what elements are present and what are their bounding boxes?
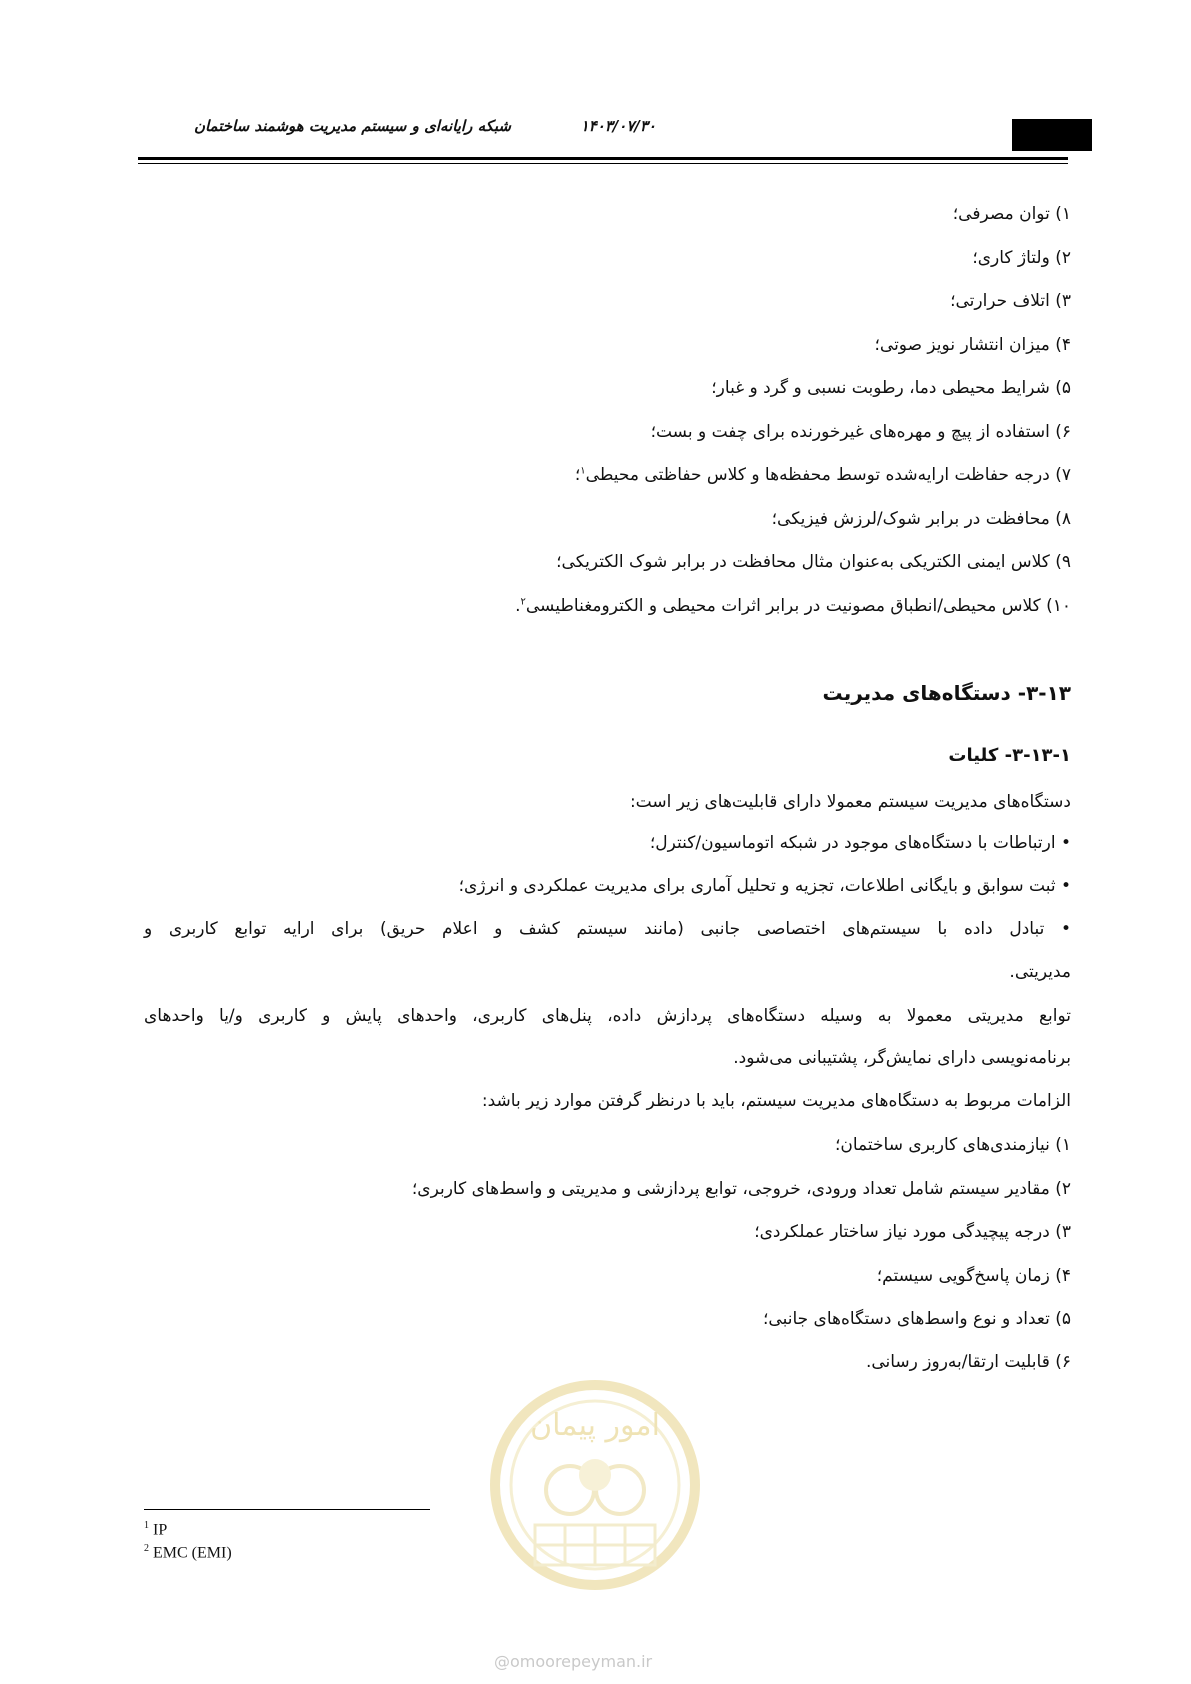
bullet-item: • ثبت سوابق و بایگانی اطلاعات، تجزیه و تحلیل آماری برای مدیریت عملکردی و انرژی؛ [458, 876, 1071, 896]
bullet-item: • تبادل داده با سیستم‌های اختصاصی جانبی (مانند سیستم کشف و اعلام حریق) برای ارایه توابع کاربری و [144, 919, 1071, 939]
footnote-ref: ۲ [520, 596, 526, 608]
list-item-end: . [515, 596, 521, 616]
list-item [515, 596, 1071, 616]
running-header-date: ۱۴۰۳/۰۷/۳۰ [580, 117, 656, 135]
list-item: ۴) میزان انتشار نویز صوتی؛ [874, 335, 1071, 355]
watermark-logo [480, 1325, 710, 1645]
header-rule-thin [138, 163, 1068, 164]
watermark-url [494, 1652, 652, 1671]
list-item: ۳) درجه پیچیدگی مورد نیاز ساختار عملکردی؛ [754, 1222, 1071, 1242]
list-item: ۸) محافظت در برابر شوک/لرزش فیزیکی؛ [771, 509, 1071, 529]
list-item: ۶) استفاده از پیچ و مهره‌های غیرخورنده برای چفت و بست؛ [650, 422, 1071, 442]
watermark-site: omoorepeyman.ir [510, 1652, 653, 1671]
paragraph-line: توابع مدیریتی معمولا به وسیله دستگاه‌های پردازش داده، پنل‌های کاربری، واحدهای پایش و کاربری و/یا واحدهای [144, 1006, 1071, 1026]
list-item: ۵) شرایط محیطی دما، رطوبت نسبی و گرد و غبار؛ [711, 378, 1071, 398]
list-item [575, 465, 1071, 485]
section-heading: ۳-۱۳- دستگاه‌های مدیریت [822, 681, 1071, 705]
list-item-text: ۷) درجه حفاظت ارایه‌شده توسط محفظه‌ها و کلاس حفاظتی محیطی [585, 465, 1071, 485]
at-icon: @ [494, 1652, 510, 1671]
list-item: ۱) توان مصرفی؛ [952, 204, 1071, 224]
bullet-item-continuation: مدیریتی. [1009, 962, 1071, 982]
footnote-number: 1 [144, 1520, 149, 1531]
list-item: ۲) ولتاژ کاری؛ [972, 248, 1071, 268]
list-item-text: ۱۰) کلاس محیطی/انطباق مصونیت در برابر اثرات محیطی و الکترومغناطیسی [525, 596, 1071, 616]
subsection-heading: ۳-۱۳-۱- کلیات [948, 745, 1071, 766]
paragraph: الزامات مربوط به دستگاه‌های مدیریت سیستم، باید با درنظر گرفتن موارد زیر باشد: [481, 1091, 1071, 1111]
list-item: ۶) قابلیت ارتقا/به‌روز رسانی. [865, 1352, 1071, 1372]
page-number-box [1012, 119, 1092, 151]
footnote-ref: ۱ [580, 465, 586, 477]
list-item: ۳) اتلاف حرارتی؛ [950, 291, 1071, 311]
bullet-item: • ارتباطات با دستگاه‌های موجود در شبکه اتوماسیون/کنترل؛ [649, 833, 1071, 853]
paragraph-line: برنامه‌نویسی دارای نمایش‌گر، پشتیبانی می‌شود. [733, 1048, 1071, 1068]
intro-paragraph: دستگاه‌های مدیریت سیستم معمولا دارای قابلیت‌های زیر است: [629, 792, 1071, 812]
footnote-separator [144, 1509, 430, 1510]
footnote-number: 2 [144, 1543, 149, 1554]
footnote [144, 1520, 167, 1539]
list-item-end: ؛ [574, 465, 581, 485]
running-header-title: شبکه رایانه‌ای و سیستم مدیریت هوشمند ساختمان [193, 117, 511, 135]
list-item: ۱) نیازمندی‌های کاربری ساختمان؛ [834, 1135, 1071, 1155]
footnote [144, 1543, 232, 1562]
list-item: ۹) کلاس ایمنی الکتریکی به‌عنوان مثال محافظت در برابر شوک الکتریکی؛ [556, 552, 1071, 572]
list-item: ۲) مقادیر سیستم شامل تعداد ورودی، خروجی، توابع پردازشی و مدیریتی و واسط‌های کاربری؛ [411, 1179, 1071, 1199]
list-item: ۵) تعداد و نوع واسط‌های دستگاه‌های جانبی؛ [763, 1309, 1071, 1329]
footnote-text: IP [153, 1521, 168, 1539]
footnote-text: EMC (EMI) [153, 1544, 232, 1562]
watermark-logo-text: امور پیمان [530, 1408, 660, 1443]
list-item: ۴) زمان پاسخ‌گویی سیستم؛ [876, 1266, 1071, 1286]
header-rule-thick [138, 157, 1068, 160]
